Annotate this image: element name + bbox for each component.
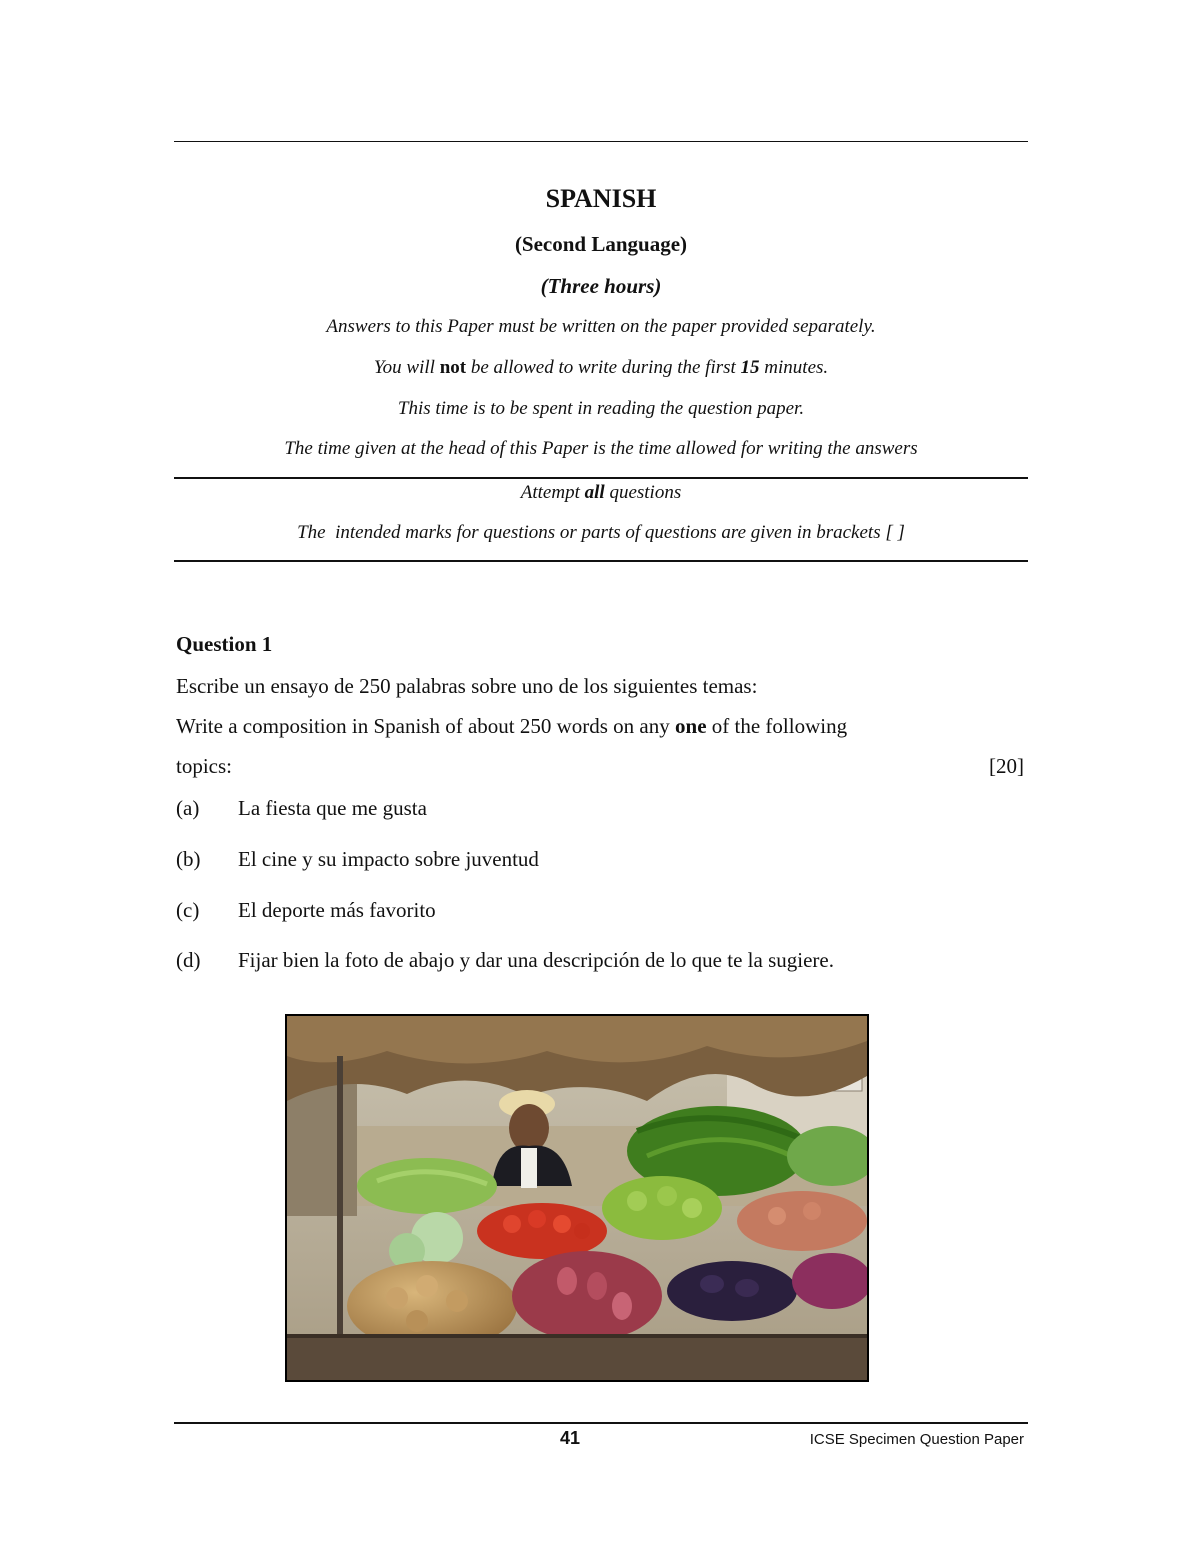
paper-title: SPANISH <box>545 184 657 213</box>
option-b-text: El cine y su impacto sobre juventud <box>238 847 539 871</box>
question-title: Question 1 <box>176 632 273 656</box>
option-b-letter: (b) <box>176 847 201 871</box>
option-a-letter: (a) <box>176 796 200 820</box>
option-d-text: Fijar bien la foto de abajo y dar una descripción de lo que te la sugiere. <box>238 948 834 972</box>
option-a-text: La fiesta que me gusta <box>238 796 427 820</box>
footer-rule <box>174 1422 1028 1424</box>
attempt-all-line: Attempt all questions <box>520 482 682 503</box>
instruction-line-4: The time given at the head of this Paper is the time allowed for writing the answers <box>284 438 918 459</box>
instruction-line-1: Answers to this Paper must be written on the paper provided separately. <box>326 316 876 337</box>
option-c-letter: (c) <box>176 898 200 922</box>
page-number: 41 <box>560 1428 581 1448</box>
option-c-text: El deporte más favorito <box>238 898 436 922</box>
option-d-letter: (d) <box>176 948 201 972</box>
paper-duration: (Three hours) <box>540 274 662 298</box>
instructions-rule-top <box>174 477 1028 479</box>
english-prompt: Write a composition in Spanish of about 250 words on any one of the following <box>176 714 848 738</box>
vegetable-market-photo <box>285 1014 869 1382</box>
question-marks: [20] <box>989 754 1024 778</box>
top-rule <box>174 141 1028 142</box>
marks-note-line: The intended marks for questions or parts of questions are given in brackets [ ] <box>297 522 905 543</box>
spanish-prompt: Escribe un ensayo de 250 palabras sobre uno de los siguientes temas: <box>176 674 758 698</box>
instruction-line-2: You will not be allowed to write during the first 15 minutes. <box>373 357 829 378</box>
instruction-line-3: This time is to be spent in reading the question paper. <box>397 398 805 419</box>
footer-label: ICSE Specimen Question Paper <box>809 1431 1024 1448</box>
paper-subtitle: (Second Language) <box>514 232 688 256</box>
english-prompt-cont: topics: <box>176 754 232 778</box>
instructions-rule-bottom <box>174 560 1028 562</box>
